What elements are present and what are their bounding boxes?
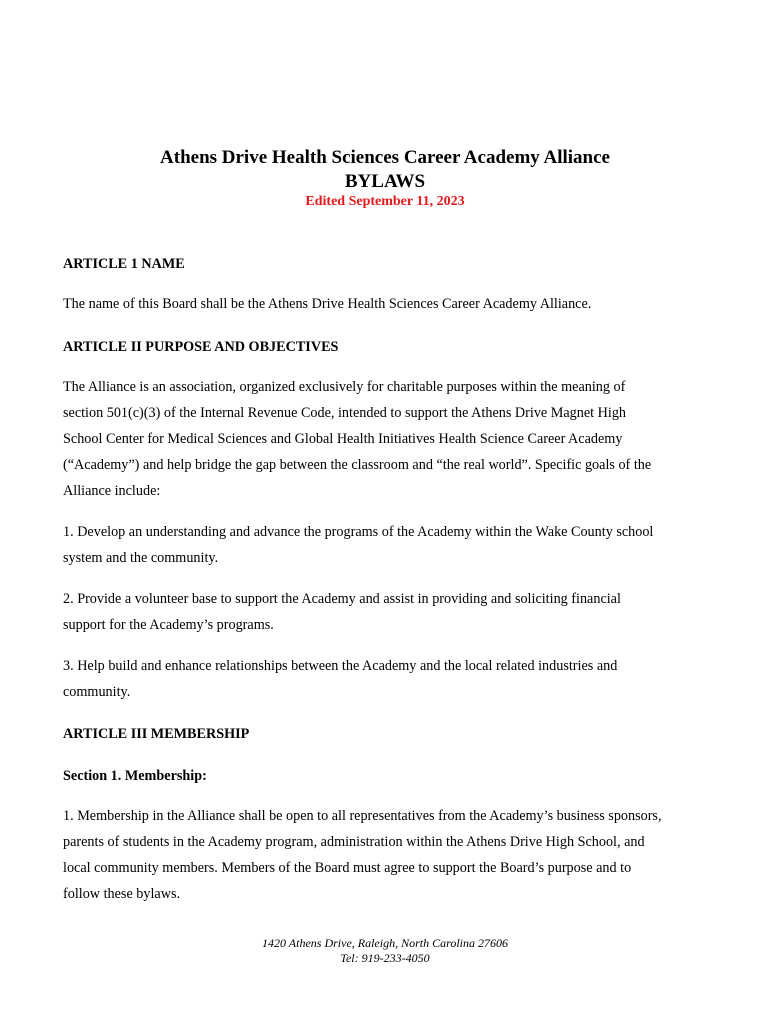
text-line: follow these bylaws. [63, 886, 181, 902]
article-2-intro [63, 374, 713, 504]
section-1-heading: Section 1. Membership: [63, 768, 207, 784]
goal-1 [63, 519, 713, 571]
text-line: 1. Membership in the Alliance shall be open to all representatives from the Academy’s business sponsors, [63, 808, 662, 824]
text-line: support for the Academy’s programs. [63, 617, 274, 633]
text-line: 1. Develop an understanding and advance the programs of the Academy within the Wake County school [63, 524, 654, 540]
text-line: community. [63, 684, 131, 700]
text-line: local community members. Members of the Board must agree to support the Board’s purpose and to [63, 860, 632, 876]
article-1-heading: ARTICLE 1 NAME [63, 256, 185, 272]
goal-3 [63, 653, 713, 705]
text-line: system and the community. [63, 550, 219, 566]
text-line: The Alliance is an association, organized exclusively for charitable purposes within the meaning of [63, 379, 626, 395]
text-line: 3. Help build and enhance relationships between the Academy and the local related industries and [63, 658, 618, 674]
document-title: Athens Drive Health Sciences Career Academy Alliance [160, 147, 610, 168]
article-3-heading: ARTICLE III MEMBERSHIP [63, 726, 250, 742]
document-subtitle: BYLAWS [344, 171, 426, 192]
footer-address: 1420 Athens Drive, Raleigh, North Carolina 27606 [262, 936, 508, 950]
goal-2 [63, 586, 713, 638]
article-2-heading: ARTICLE II PURPOSE AND OBJECTIVES [63, 339, 339, 355]
footer-phone: Tel: 919-233-4050 [340, 951, 430, 965]
text-line: School Center for Medical Sciences and Global Health Initiatives Health Science Career Academy [63, 431, 623, 447]
text-line: 2. Provide a volunteer base to support the Academy and assist in providing and soliciting financial [63, 591, 621, 607]
membership-item-1 [63, 803, 713, 907]
text-line: parents of students in the Academy program, administration within the Athens Drive High School, and [63, 834, 645, 850]
text-line: section 501(c)(3) of the Internal Revenue Code, intended to support the Athens Drive Magnet High [63, 405, 627, 421]
text-line: Alliance include: [63, 483, 161, 499]
edited-date: Edited September 11, 2023 [305, 194, 465, 209]
text-line: (“Academy”) and help bridge the gap between the classroom and “the real world”. Specific goals of the [63, 457, 652, 473]
article-1-text: The name of this Board shall be the Athens Drive Health Sciences Career Academy Alliance. [63, 296, 592, 312]
